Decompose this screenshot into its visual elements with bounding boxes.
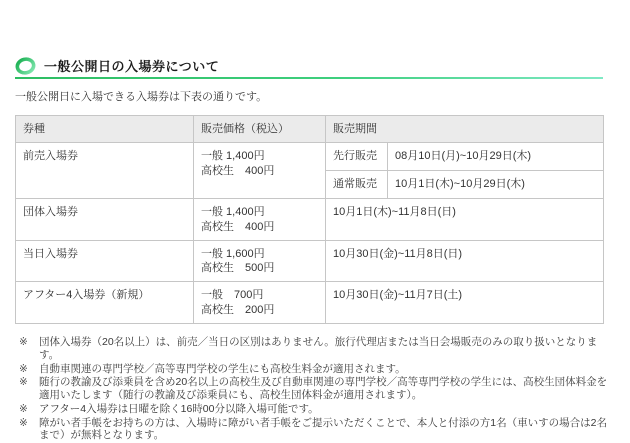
period-dates-cell: 10月1日(木)~11月8日(日) (326, 198, 604, 240)
intro-text: 一般公開日に入場できる入場券は下表の通りです。 (15, 91, 268, 103)
price-line-general: 一般 700円 (201, 289, 264, 302)
note-marker: ※ (19, 376, 28, 389)
table-row-sameday (16, 240, 604, 282)
ticket-type-cell: 前売入場券 (16, 142, 194, 198)
price-line-student: 高校生 400円 (201, 164, 275, 177)
ticket-type-cell: 団体入場券 (16, 198, 194, 240)
note-text: アフター4入場券は日曜を除く16時00分以降入場可能です。 (39, 402, 319, 415)
note-text: 団体入場券（20名以上）は、前売／当日の区別はありません。旅行代理店または当日会場販売のみの取り扱いとなります。 (39, 335, 598, 361)
price-line-general: 一般 1,400円 (201, 205, 265, 218)
note-marker: ※ (19, 402, 28, 415)
col-header-price: 販売価格（税込） (194, 116, 326, 143)
note-marker: ※ (19, 335, 28, 348)
note-text: 障がい者手帳をお持ちの方は、入場時に障がい者手帳をご提示いただくことで、本人と付添の方1名（車いすの場合は2名まで）が無料となります。 (39, 416, 607, 442)
ticket-type-cell: アフター4入場券（新規） (16, 282, 194, 324)
note-item (15, 363, 615, 376)
note-marker: ※ (19, 362, 28, 375)
section-heading (15, 56, 605, 75)
heading-underline (15, 77, 603, 79)
period-label-cell: 通常販売 (326, 170, 388, 198)
period-dates-cell: 10月30日(金)~11月8日(日) (326, 240, 604, 282)
note-item (15, 376, 615, 402)
period-dates-cell: 10月30日(金)~11月7日(土) (326, 282, 604, 324)
price-line-general: 一般 1,600円 (201, 247, 265, 260)
col-header-ticket-type: 券種 (16, 116, 194, 143)
note-marker: ※ (19, 416, 28, 429)
price-cell (194, 240, 326, 282)
green-ring-icon (15, 57, 36, 75)
page-title: 一般公開日の入場券について (44, 59, 220, 74)
price-cell (194, 142, 326, 198)
price-line-general: 一般 1,400円 (201, 149, 265, 162)
table-row-advance (16, 142, 604, 170)
notes-section (15, 336, 615, 442)
table-header-row (16, 116, 604, 143)
table-row-group (16, 198, 604, 240)
price-line-student: 高校生 400円 (201, 220, 275, 233)
period-dates-cell: 10月1日(木)~10月29日(木) (388, 170, 604, 198)
note-item (15, 403, 615, 416)
ticket-table (15, 115, 604, 324)
price-cell (194, 198, 326, 240)
col-header-period: 販売期間 (326, 116, 604, 143)
price-line-student: 高校生 500円 (201, 262, 275, 275)
price-line-student: 高校生 200円 (201, 304, 275, 317)
period-dates-cell: 08月10日(月)~10月29日(木) (388, 142, 604, 170)
period-label-cell: 先行販売 (326, 142, 388, 170)
note-text: 自動車関連の専門学校／高等専門学校の学生にも高校生料金が適用されます。 (39, 362, 406, 375)
note-item (15, 417, 615, 443)
note-text: 随行の教諭及び添乗員を含め20名以上の高校生及び自動車関連の専門学校／高等専門学校の学生には、高校生団体料金を適用いたします（随行の教諭及び添乗員にも、高校生団体料金が適用されます）。 (39, 376, 608, 402)
table-row-after4 (16, 282, 604, 324)
ticket-type-cell: 当日入場券 (16, 240, 194, 282)
price-cell (194, 282, 326, 324)
note-item (15, 336, 615, 362)
